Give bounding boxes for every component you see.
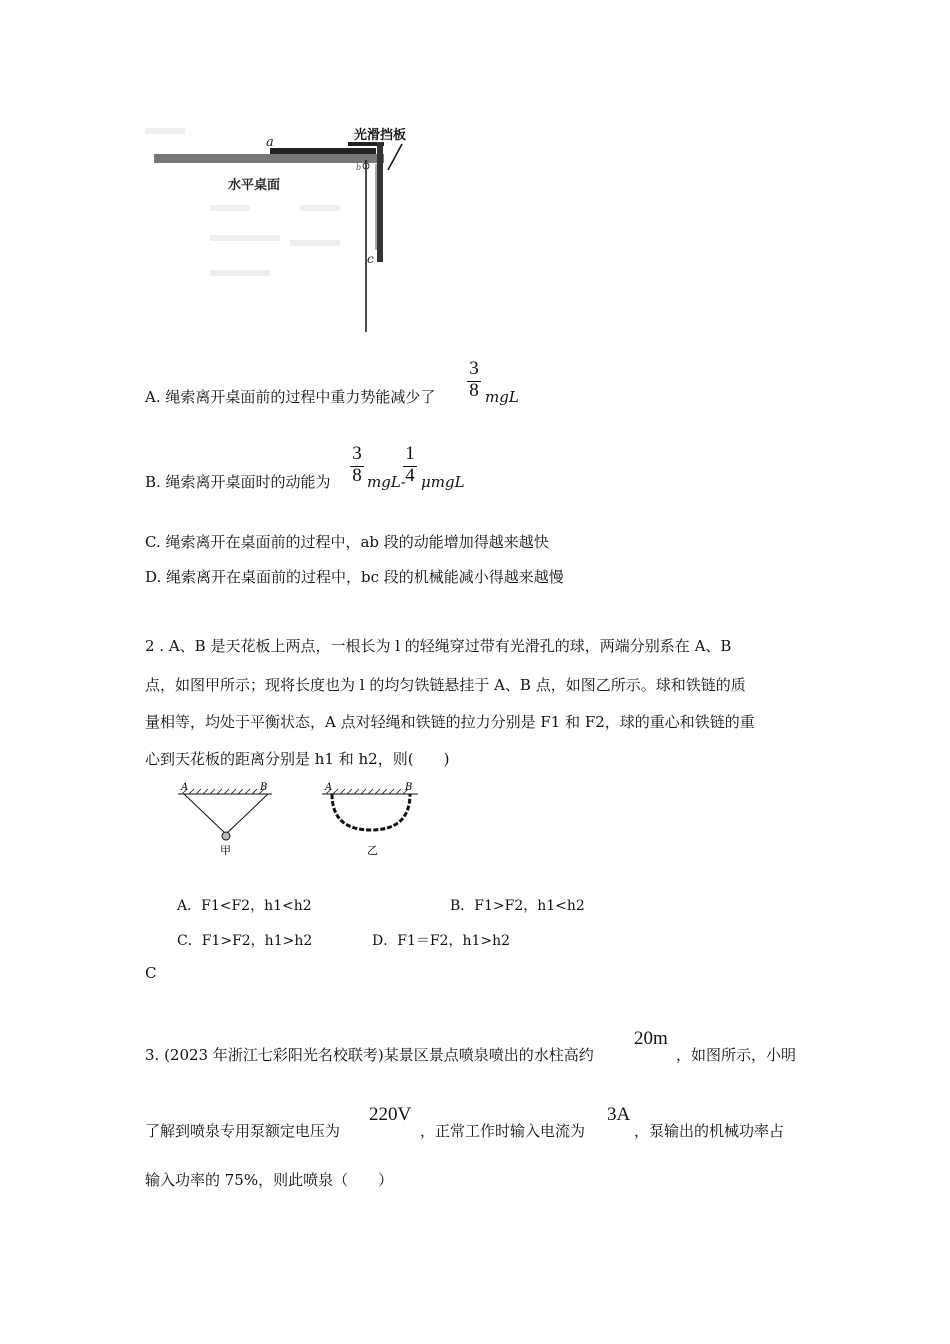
q3-voltage-value: 220V [369,1104,412,1125]
q1-option-b-fraction-1: 3 8 [349,443,365,487]
q1-option-a-text: A. 绳索离开桌面前的过程中重力势能减少了 [145,388,436,406]
q1-option-b-fraction-2: 1 4 [402,443,418,487]
q1-option-a-fraction: 3 8 [466,358,482,402]
svg-text:B: B [260,782,268,793]
q2-line-2: 点，如图甲所示；现将长度也为 l 的均匀铁链悬挂于 A、B 点，如图乙所示。球和铁链的质 [145,676,746,694]
label-board: 光滑挡板 [354,128,407,143]
label-b: b [356,163,362,172]
q1-option-d: D. 绳索离开在桌面前的过程中，bc 段的机械能减小得越来越慢 [145,568,564,586]
q2-line-1: 2 . A、B 是天花板上两点，一根长为 l 的轻绳穿过带有光滑孔的球，两端分别系在 A、B [145,637,732,655]
q2-option-b: B．F1>F2，h1<h2 [450,898,585,914]
label-table: 水平桌面 [228,178,281,193]
q2-option-a: A．F1<F2，h1<h2 [177,898,312,914]
q3-height-value: 20m [634,1028,668,1049]
q2-line-4: 心到天花板的距离分别是 h1 和 h2，则( ) [145,750,450,768]
svg-text:B: B [405,782,413,793]
q1-option-c: C. 绳索离开在桌面前的过程中，ab 段的动能增加得越来越快 [145,533,549,551]
ball [222,832,230,840]
q3-line-1-pre: 3. (2023 年浙江七彩阳光名校联考)某景区景点喷泉喷出的水柱高约 [145,1046,594,1064]
q3-line-2-post: ，泵输出的机械功率占 [634,1122,785,1140]
q1-option-b: B. 绳索离开桌面时的动能为 [145,473,331,491]
q3-line-3: 输入功率的 75%，则此喷泉（ ） [145,1171,394,1189]
svg-text:A: A [181,782,189,793]
q1-option-b-tail: μmgL [421,473,465,491]
label-c: c [367,252,374,266]
baffle-vertical [377,142,383,262]
rope-table-figure [140,120,440,340]
q2-line-3: 量相等，均处于平衡状态，A 点对轻绳和铁链的拉力分别是 F1 和 F2，球的重心和铁链的重 [145,713,755,731]
q3-line-2-pre: 了解到喷泉专用泵额定电压为 [145,1122,341,1140]
rope-horizontal [270,148,376,154]
q3-line-1-post: ，如图所示，小明 [676,1046,797,1064]
ceiling-figure [172,780,432,860]
table-surface [154,154,384,163]
svg-text:A: A [325,782,333,793]
q1-option-a-tail: mgL [485,388,519,406]
q2-answer: C [145,964,157,982]
svg-text:乙: 乙 [367,844,378,857]
q1-option-a [145,387,435,407]
q3-line-2-mid: ，正常工作时输入电流为 [420,1122,586,1140]
label-a: a [266,135,274,150]
q2-option-c: C．F1>F2，h1>h2 [177,933,313,949]
q1-option-b-mid: mgL- [367,473,406,491]
q3-current-value: 3A [607,1104,631,1125]
q2-option-d: D．F1＝F2，h1>h2 [372,933,511,949]
chain [332,794,410,830]
svg-text:甲: 甲 [220,844,231,857]
